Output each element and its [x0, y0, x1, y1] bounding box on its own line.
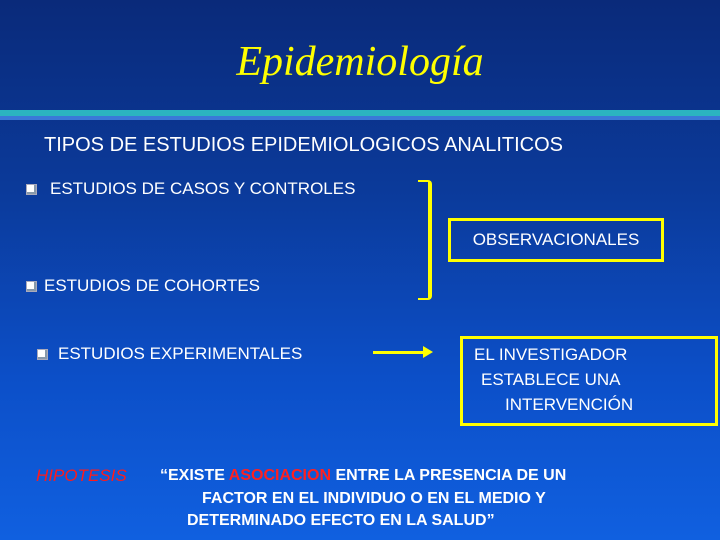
hypothesis-line-1-suffix: ENTRE LA PRESENCIA DE UN	[331, 467, 567, 484]
observational-label: OBSERVACIONALES	[472, 230, 640, 249]
hypothesis-line-1-prefix: “EXISTE	[160, 467, 229, 484]
arrow-icon	[373, 351, 425, 354]
intervention-line-1: EL INVESTIGADOR	[474, 345, 628, 364]
hypothesis-label: HIPOTESIS	[36, 466, 127, 485]
hypothesis-highlight: ASOCIACION	[228, 467, 331, 484]
slide-title: Epidemiología	[236, 39, 484, 85]
observational-bracket	[418, 180, 432, 300]
hypothesis-line-2: FACTOR EN EL INDIVIDUO O EN EL MEDIO Y	[202, 490, 546, 507]
title-divider-secondary	[0, 116, 720, 120]
intervention-line-3: INTERVENCIÓN	[505, 395, 634, 414]
intervention-line-2: ESTABLECE UNA	[481, 370, 621, 389]
arrow-head-icon	[423, 346, 433, 358]
list-item-cases-controls: ESTUDIOS DE CASOS Y CONTROLES	[50, 179, 356, 198]
bullet-icon	[37, 349, 48, 360]
hypothesis-line-3: DETERMINADO EFECTO EN LA SALUD”	[187, 512, 495, 529]
observational-box	[448, 218, 664, 262]
hypothesis-line-1	[160, 467, 566, 485]
bullet-icon	[26, 184, 37, 195]
list-item-experimental: ESTUDIOS EXPERIMENTALES	[58, 344, 303, 363]
list-item-cohorts: ESTUDIOS DE COHORTES	[44, 276, 260, 295]
section-heading: TIPOS DE ESTUDIOS EPIDEMIOLOGICOS ANALITICOS	[44, 134, 563, 156]
bullet-icon	[26, 281, 37, 292]
